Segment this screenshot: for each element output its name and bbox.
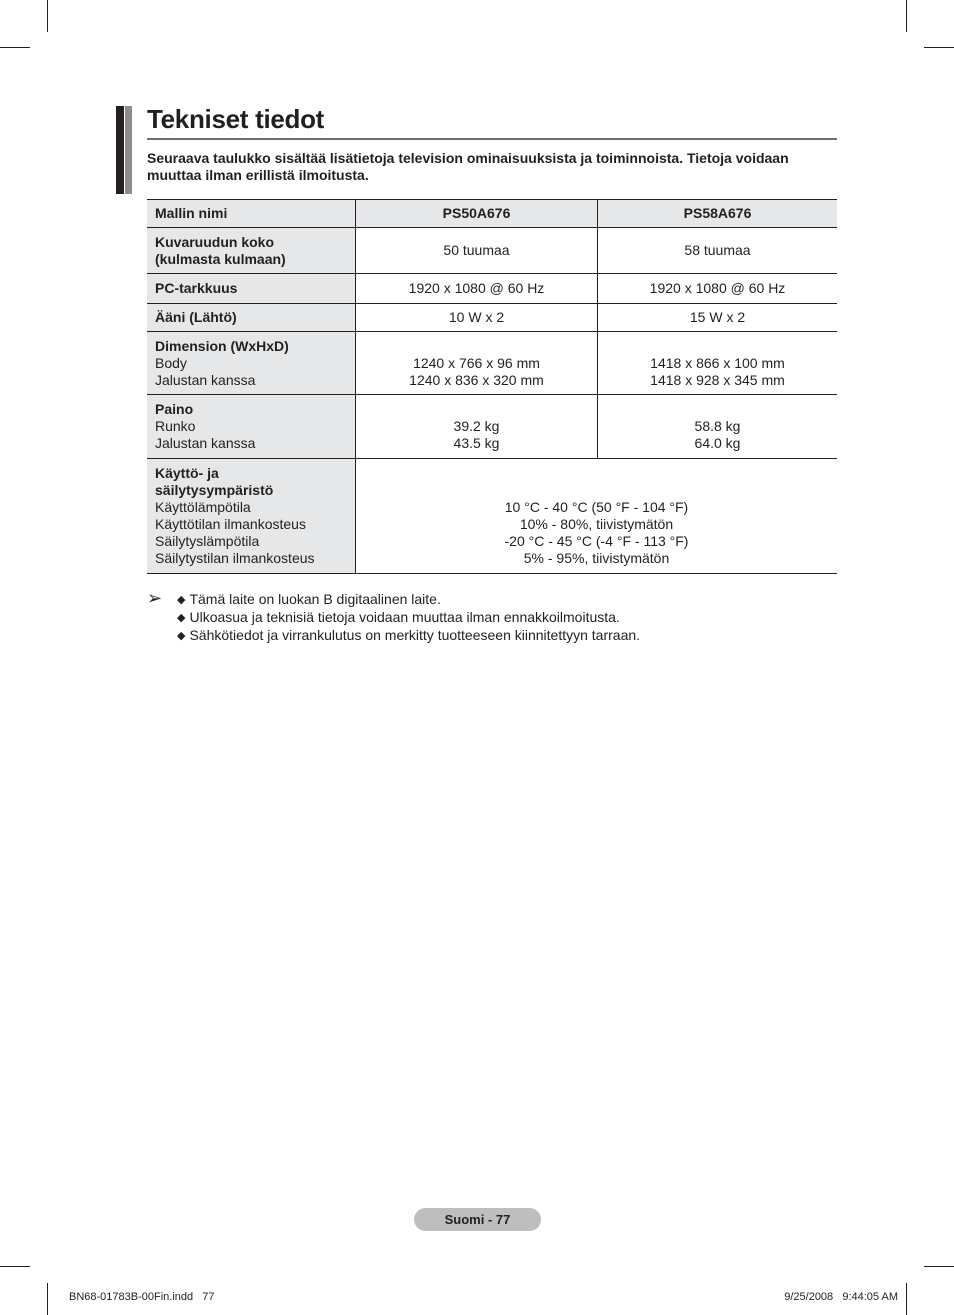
crop-mark (924, 1266, 954, 1267)
title-bar-grey (125, 106, 132, 194)
note-text: Ulkoasua ja teknisiä tietoja voidaan muuttaa ilman ennakkoilmoitusta. (189, 609, 620, 625)
cell-value-merged (356, 459, 838, 574)
cell-value (598, 332, 838, 395)
note-text: Sähkötiedot ja virrankulutus on merkitty tuotteeseen kiinnitettyyn tarraan. (189, 627, 641, 643)
crop-mark (924, 47, 954, 48)
header-model-2: PS58A676 (598, 200, 838, 228)
label-dimension: Dimension (WxHxD) (155, 337, 289, 354)
title-rule (147, 138, 837, 140)
value-with-stand: 1418 x 928 x 345 mm (650, 371, 785, 388)
label-environment: Käyttö- ja (155, 465, 219, 481)
page-title: Tekniset tiedot (147, 104, 325, 134)
table-row (147, 332, 837, 395)
footer-timestamp: 9/25/2008 9:44:05 AM (784, 1291, 898, 1303)
crop-mark (0, 1266, 30, 1267)
specs-table (147, 199, 837, 574)
cell-value: 1920 x 1080 @ 60 Hz (598, 274, 838, 304)
label-weight: Paino (155, 401, 194, 417)
value-with-stand: 43.5 kg (453, 435, 500, 451)
label-storage-temp: Säilytyslämpötila (155, 533, 260, 549)
cell-value (598, 395, 838, 459)
label-screen-size-note: (kulmasta kulmaan) (155, 250, 286, 267)
note-item (177, 626, 640, 646)
label-screen-size: Kuvaruudun koko (155, 233, 275, 250)
value-body: 1418 x 866 x 100 mm (650, 354, 785, 371)
label-operating-humidity: Käyttötilan ilmankosteus (155, 516, 306, 532)
value-operating-temp: 10 °C - 40 °C (50 °F - 104 °F) (504, 499, 689, 515)
cell-value: 1920 x 1080 @ 60 Hz (356, 274, 598, 304)
crop-mark (906, 1283, 907, 1315)
diamond-icon: ◆ (177, 630, 186, 642)
label-pc-resolution: PC-tarkkuus (155, 280, 238, 296)
row-label (147, 228, 356, 274)
cell-value: 50 tuumaa (356, 228, 598, 274)
table-header-row (147, 200, 837, 228)
footer-file-name: BN68-01783B-00Fin.indd 77 (69, 1291, 215, 1303)
crop-mark (0, 47, 30, 48)
value-storage-humidity: 5% - 95%, tiivistymätön (523, 550, 670, 566)
value-body: 1240 x 766 x 96 mm (413, 354, 540, 371)
row-label (147, 459, 356, 574)
label-body: Runko (155, 418, 196, 434)
table-row (147, 304, 837, 332)
header-model-1: PS50A676 (356, 200, 598, 228)
diamond-icon: ◆ (177, 612, 186, 624)
cell-value: 10 W x 2 (356, 304, 598, 332)
table-row (147, 459, 837, 574)
table-row (147, 228, 837, 274)
row-label (147, 304, 356, 332)
label-body: Body (155, 354, 187, 371)
crop-mark (47, 1283, 48, 1315)
table-row (147, 395, 837, 459)
label-storage-humidity: Säilytystilan ilmankosteus (155, 550, 315, 566)
cell-value: 15 W x 2 (598, 304, 838, 332)
crop-mark (47, 0, 48, 32)
note-item (177, 608, 620, 628)
header-model-name: Mallin nimi (147, 200, 356, 228)
note-text: Tämä laite on luokan B digitaalinen laite. (189, 591, 441, 607)
title-bar-dark (116, 106, 124, 194)
table-row (147, 274, 837, 304)
label-with-stand: Jalustan kanssa (155, 435, 256, 451)
label-with-stand: Jalustan kanssa (155, 371, 256, 388)
value-with-stand: 1240 x 836 x 320 mm (409, 371, 544, 388)
value-storage-temp: -20 °C - 45 °C (-4 °F - 113 °F) (504, 533, 689, 549)
arrow-icon: ➢ (147, 588, 163, 608)
intro-text: Seuraava taulukko sisältää lisätietoja television ominaisuuksista ja toiminnoista. Tietoja voidaan muuttaa ilman erillistä ilmoitusta. (147, 150, 789, 183)
crop-mark (906, 0, 907, 32)
diamond-icon: ◆ (177, 594, 186, 606)
row-label (147, 395, 356, 459)
note-item (177, 590, 441, 610)
cell-value (356, 395, 598, 459)
label-sound-output: Ääni (Lähtö) (155, 309, 237, 325)
value-body: 58.8 kg (694, 418, 741, 434)
value-with-stand: 64.0 kg (694, 435, 741, 451)
cell-value (356, 332, 598, 395)
value-operating-humidity: 10% - 80%, tiivistymätön (519, 516, 674, 532)
cell-value: 58 tuumaa (598, 228, 838, 274)
value-body: 39.2 kg (453, 418, 500, 434)
row-label (147, 274, 356, 304)
page-number: Suomi - 77 (414, 1208, 541, 1231)
label-environment-2: säilytysympäristö (155, 482, 274, 498)
row-label (147, 332, 356, 395)
label-operating-temp: Käyttölämpötila (155, 499, 251, 515)
